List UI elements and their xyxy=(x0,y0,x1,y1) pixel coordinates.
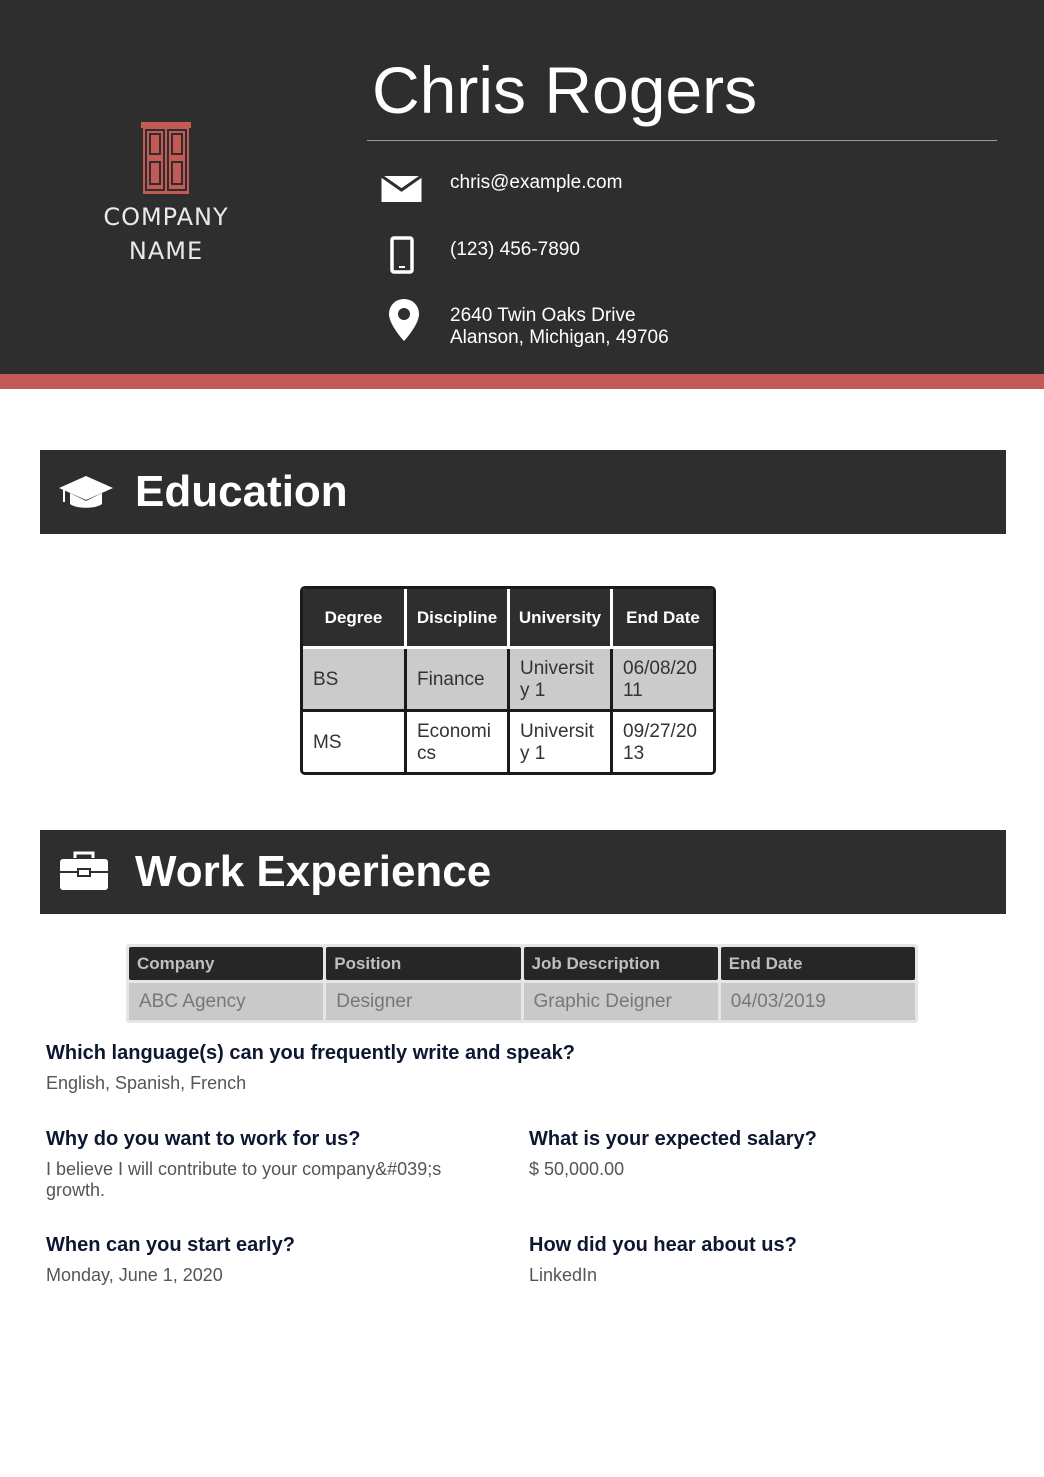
table-row xyxy=(129,983,915,1020)
work-section-header xyxy=(40,830,1006,914)
accent-bar xyxy=(0,374,1044,389)
door-logo-icon xyxy=(141,122,191,196)
table-cell: University 1 xyxy=(510,649,613,712)
email-text[interactable]: chris@example.com xyxy=(450,172,623,193)
column-header-end-date[interactable]: End Date xyxy=(721,947,915,980)
table-cell: University 1 xyxy=(510,712,613,772)
question-text: Why do you want to work for us? xyxy=(46,1128,361,1150)
table-row xyxy=(303,712,713,772)
answer-text: Monday, June 1, 2020 xyxy=(46,1265,223,1285)
address-line1: 2640 Twin Oaks Drive xyxy=(450,305,636,326)
question-salary xyxy=(529,1127,969,1180)
table-cell: Designer xyxy=(326,983,520,1020)
column-header-discipline[interactable]: Discipline xyxy=(407,589,510,649)
column-header-degree[interactable]: Degree xyxy=(303,589,407,649)
company-logo xyxy=(100,122,232,268)
question-hear xyxy=(529,1233,969,1286)
column-header-position[interactable]: Position xyxy=(326,947,520,980)
table-cell: BS xyxy=(303,649,407,712)
table-header-row xyxy=(303,589,713,649)
header xyxy=(0,0,1044,374)
table-cell: Finance xyxy=(407,649,510,712)
table-cell: 04/03/2019 xyxy=(721,983,915,1020)
graduation-cap-icon xyxy=(58,474,114,515)
company-name-line1: COMPANY xyxy=(103,203,229,231)
education-section-header xyxy=(40,450,1006,534)
table-cell: 06/08/2011 xyxy=(613,649,713,712)
column-header-company[interactable]: Company xyxy=(129,947,323,980)
company-name-line2: NAME xyxy=(128,237,204,265)
table-cell: Economics xyxy=(407,712,510,772)
education-table xyxy=(300,586,716,775)
answer-text: I believe I will contribute to your company&#039;s growth. xyxy=(46,1159,442,1200)
column-header-end-date[interactable]: End Date xyxy=(613,589,713,649)
education-title: Education xyxy=(135,467,348,516)
question-text: Which language(s) can you frequently write and speak? xyxy=(46,1042,575,1064)
phone-icon xyxy=(390,236,436,279)
address-line2: Alanson, Michigan, 49706 xyxy=(450,327,669,348)
location-pin-icon xyxy=(388,298,434,347)
question-start xyxy=(46,1233,486,1286)
question-text: What is your expected salary? xyxy=(529,1128,817,1150)
answer-text: English, Spanish, French xyxy=(46,1073,247,1093)
table-cell: MS xyxy=(303,712,407,772)
answer-text: $ 50,000.00 xyxy=(529,1159,625,1179)
table-header-row xyxy=(129,947,915,980)
envelope-icon xyxy=(380,172,426,209)
table-cell: Graphic Deigner xyxy=(524,983,718,1020)
question-languages xyxy=(46,1041,946,1094)
header-divider xyxy=(367,140,997,141)
candidate-name: Chris Rogers xyxy=(372,53,758,127)
table-cell: 09/27/2013 xyxy=(613,712,713,772)
question-text: When can you start early? xyxy=(46,1234,295,1256)
briefcase-icon xyxy=(58,850,110,897)
question-why xyxy=(46,1127,486,1201)
work-title: Work Experience xyxy=(135,847,492,896)
question-text: How did you hear about us? xyxy=(529,1234,797,1256)
table-cell: ABC Agency xyxy=(129,983,323,1020)
column-header-job-description[interactable]: Job Description xyxy=(524,947,718,980)
work-table xyxy=(126,944,918,1023)
phone-text[interactable]: (123) 456-7890 xyxy=(450,239,580,260)
table-row xyxy=(303,649,713,712)
answer-text: LinkedIn xyxy=(529,1265,598,1285)
column-header-university[interactable]: University xyxy=(510,589,613,649)
